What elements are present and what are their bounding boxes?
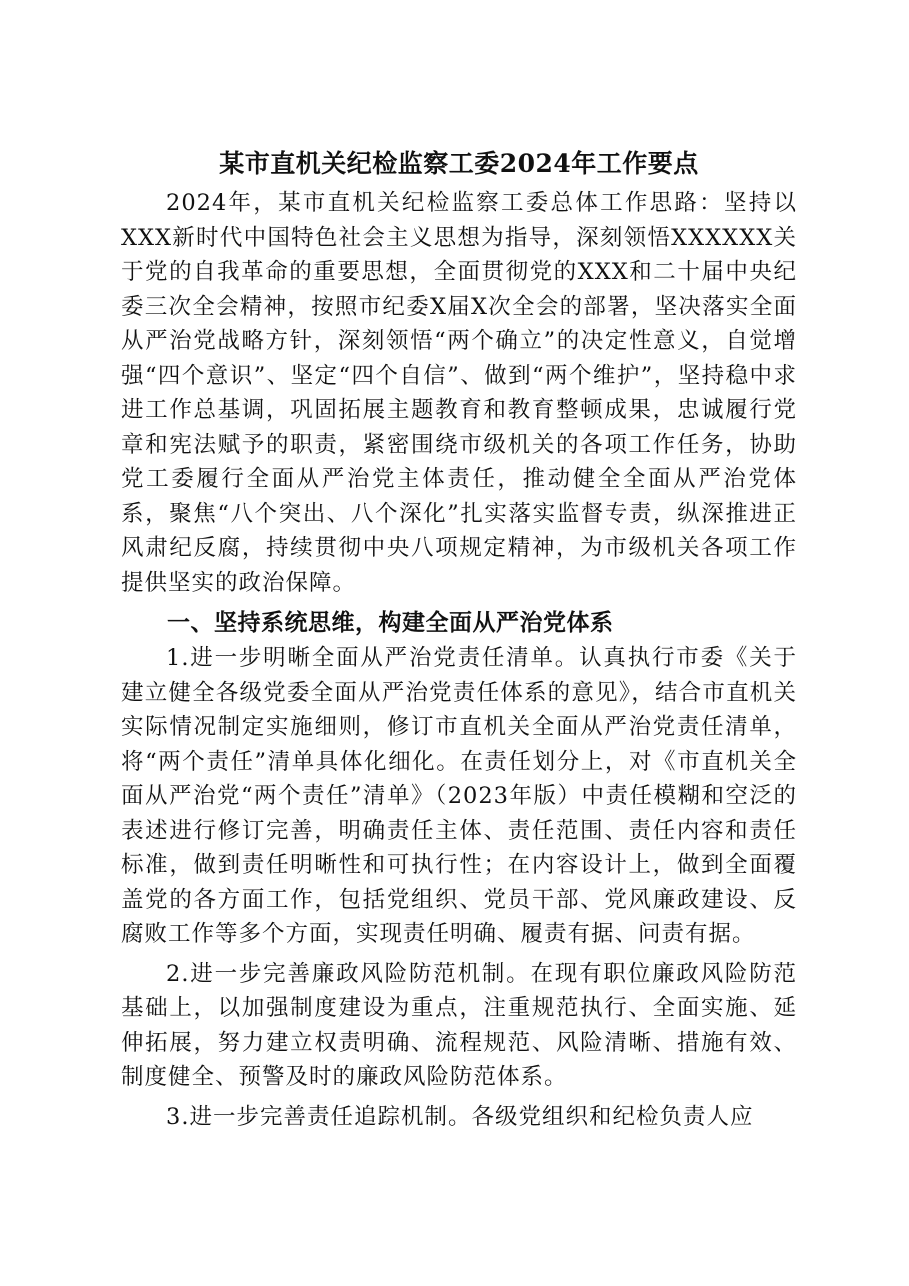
item-paragraph-1: 1.进一步明晰全面从严治党责任清单。认真执行市委《关于建立健全各级党委全面从严治党责任体系的意见》，结合市直机关实际情况制定实施细则，修订市直机关全面从严治党责任清单，将“两个责任”清单具体化细化。在责任划分上，对《市直机关全面从严治党“两个责任”清单》（2023年版）中责任模糊和空泛的表述进行修订完善，明确责任主体、责任范围、责任内容和责任标准，做到责任明晰性和可执行性；在内容设计上，做到全面覆盖党的各方面工作，包括党组织、党员干部、党风廉政建设、反腐败工作等多个方面，实现责任明确、履责有据、问责有据。	[121, 645, 797, 947]
section-heading: 一、坚持系统思维，构建全面从严治党体系	[167, 609, 614, 636]
intro-paragraph: 2024年，某市直机关纪检监察工委总体工作思路：坚持以XXX新时代中国特色社会主义思想为指导，深刻领悟XXXXXX关于党的自我革命的重要思想，全面贯彻党的XXX和二十届中央纪委三次全会精神，按照市纪委X届X次全会的部署，坚决落实全面从严治党战略方针，深刻领悟“两个确立”的决定性意义，自觉增强“四个意识”、坚定“四个自信”、做到“两个维护”，坚持稳中求进工作总基调，巩固拓展主题教育和教育整顿成果，忠诚履行党章和宪法赋予的职责，紧密围绕市级机关的各项工作任务，协助党工委履行全面从严治党主体责任，推动健全全面从严治党体系，聚焦“八个突出、八个深化”扎实落实监督专责，纵深推进正风肃纪反腐，持续贯彻中央八项规定精神，为市级机关各项工作提供坚实的政治保障。	[121, 190, 797, 596]
document-body	[121, 142, 797, 1134]
document-title: 某市直机关纪检监察工委2024年工作要点	[219, 149, 699, 178]
item-paragraph-2: 2.进一步完善廉政风险防范机制。在现有职位廉政风险防范基础上，以加强制度建设为重点，注重规范执行、全面实施、延伸拓展，努力建立权责明确、流程规范、风险清晰、措施有效、制度健全、预警及时的廉政风险防范体系。	[121, 960, 797, 1090]
item-paragraph-3: 3.进一步完善责任追踪机制。各级党组织和纪检负责人应	[166, 1103, 754, 1130]
